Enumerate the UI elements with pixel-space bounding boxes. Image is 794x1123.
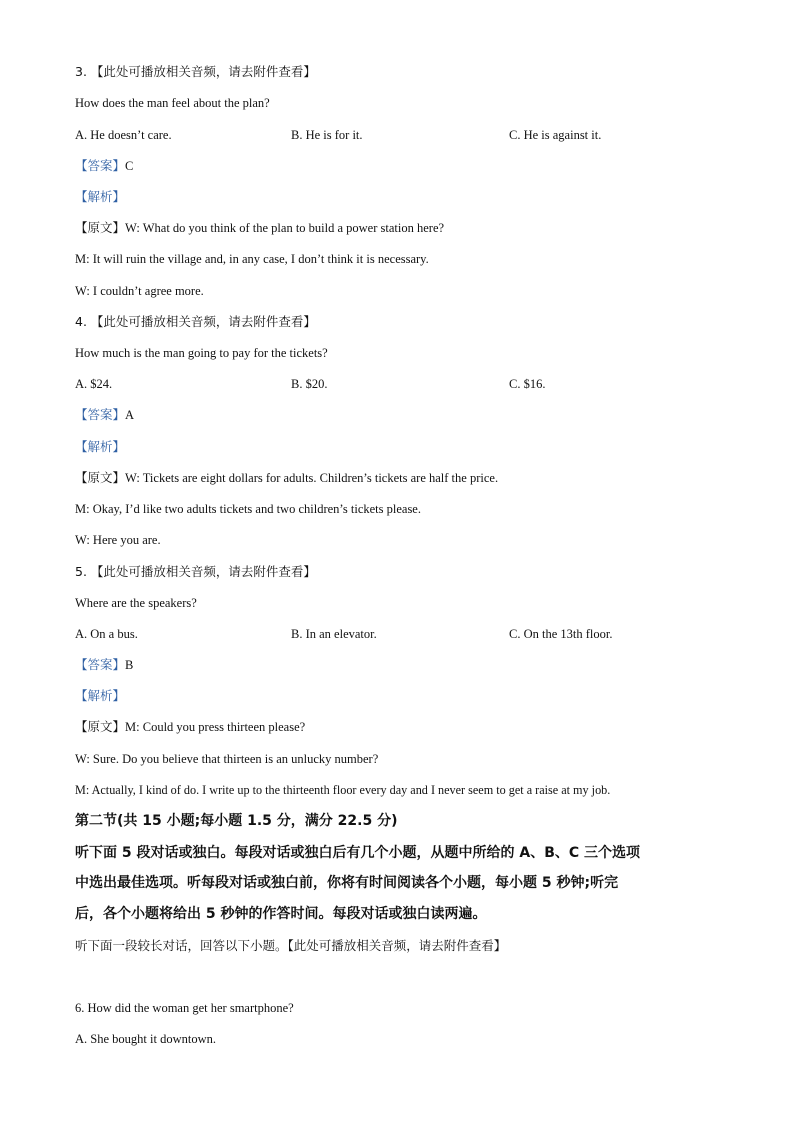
q4-option-b: B. $20. [291, 377, 328, 391]
q5-transcript-1 [75, 719, 305, 735]
q5-option-b: B. In an elevator. [291, 627, 377, 641]
q5-header: 5. 【此处可播放相关音频，请去附件查看】 [75, 564, 316, 579]
q4-header: 4. 【此处可播放相关音频，请去附件查看】 [75, 314, 316, 329]
q5-answer-value: B [125, 658, 134, 672]
q5-transcript-3: M: Actually, I kind of do. I write up to the thirteenth floor every day and I never seem to get a raise at my job. [75, 783, 611, 797]
q4-transcript-1 [75, 470, 498, 486]
q5-answer [75, 657, 133, 673]
q4-question: How much is the man going to pay for the tickets? [75, 346, 328, 360]
section2-instruction-1: 听下面 5 段对话或独白。每段对话或独白后有几个小题，从题中所给的 A、B、C 三个选项 [75, 845, 641, 861]
q3-transcript-3: W: I couldn’t agree more. [75, 284, 204, 298]
q4-answer-value: A [125, 408, 135, 422]
q4-option-c: C. $16. [509, 377, 546, 391]
q5-analysis-tag: 【解析】 [75, 688, 126, 703]
q6-question: 6. How did the woman get her smartphone? [75, 1001, 294, 1015]
text-tag: 【原文】 [75, 719, 126, 734]
section2-title: 第二节(共 15 小题;每小题 1.5 分，满分 22.5 分) [75, 813, 398, 829]
q5-question: Where are the speakers? [75, 596, 197, 610]
q6-option-a: A. She bought it downtown. [75, 1032, 216, 1046]
q4-transcript-2: M: Okay, I’d like two adults tickets and two children’s tickets please. [75, 502, 421, 516]
q4-transcript-3: W: Here you are. [75, 533, 161, 547]
q4-option-a: A. $24. [75, 377, 113, 391]
section2-instruction-3: 后，各个小题将给出 5 秒钟的作答时间。每段对话或独白读两遍。 [75, 906, 487, 922]
transcript-line: W: Tickets are eight dollars for adults. Children’s tickets are half the price. [125, 471, 499, 485]
text-tag: 【原文】 [75, 220, 126, 235]
q3-option-c: C. He is against it. [509, 128, 602, 142]
q3-analysis-tag: 【解析】 [75, 189, 126, 204]
q5-transcript-2: W: Sure. Do you believe that thirteen is an unlucky number? [75, 752, 379, 766]
transcript-line: M: Could you press thirteen please? [125, 720, 306, 734]
q4-answer [75, 407, 134, 423]
q3-question: How does the man feel about the plan? [75, 96, 270, 110]
transcript-line: W: What do you think of the plan to build a power station here? [125, 221, 445, 235]
q3-header: 3. 【此处可播放相关音频，请去附件查看】 [75, 64, 316, 79]
q5-option-c: C. On the 13th floor. [509, 627, 613, 641]
q3-transcript-2: M: It will ruin the village and, in any case, I don’t think it is necessary. [75, 252, 429, 266]
answer-tag: 【答案】 [75, 407, 126, 422]
text-tag: 【原文】 [75, 470, 126, 485]
q5-option-a: A. On a bus. [75, 627, 138, 641]
section2-instruction-2: 中选出最佳选项。听每段对话或独白前，你将有时间阅读各个小题，每小题 5 秒钟;听完 [75, 875, 619, 891]
answer-tag: 【答案】 [75, 158, 126, 173]
q3-transcript-1 [75, 220, 444, 236]
q3-option-b: B. He is for it. [291, 128, 363, 142]
answer-tag: 【答案】 [75, 657, 126, 672]
section2-prompt: 听下面一段较长对话，回答以下小题。【此处可播放相关音频，请去附件查看】 [75, 938, 507, 953]
q4-analysis-tag: 【解析】 [75, 439, 126, 454]
q3-answer [75, 158, 133, 174]
q3-answer-value: C [125, 159, 134, 173]
q3-option-a: A. He doesn’t care. [75, 128, 172, 142]
